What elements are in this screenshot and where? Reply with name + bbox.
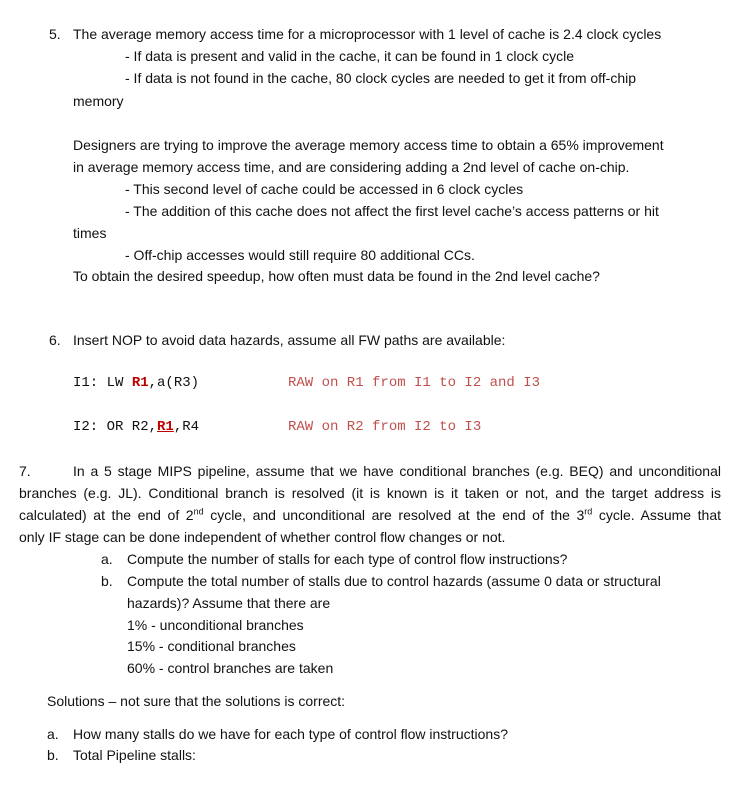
i2-opcode: I2: OR R2, (73, 419, 158, 435)
q5-bullet-no-effect: - The addition of this cache does not affect the first level cache’s access patterns or hit (125, 203, 659, 219)
q5-bullet-miss-cont: memory (73, 93, 124, 109)
q6-code-i1 (73, 374, 199, 392)
q5-bullet-hit: - If data is present and valid in the cache, it can be found in 1 clock cycle (125, 48, 575, 64)
q5-bullet-miss: - If data is not found in the cache, 80 clock cycles are needed to get it from off-chip (125, 70, 637, 86)
i1-operands: ,a(R3) (148, 375, 200, 391)
q7-b-text: Compute the total number of stalls due to control hazards (assume 0 data or structural (127, 573, 661, 589)
q7-b-text-cont: hazards)? Assume that there are (127, 595, 331, 611)
q7-a-label: a. (101, 551, 113, 567)
q5-design-line2: in average memory access time, and are considering adding a 2nd level of cache on-chip. (73, 159, 630, 175)
q7-line3 (19, 506, 721, 524)
q7-b-label: b. (101, 573, 113, 589)
q7-pct-conditional: 15% - conditional branches (127, 638, 296, 654)
q5-intro: The average memory access time for a microprocessor with 1 level of cache is 2.4 clock cycles (73, 26, 662, 42)
q7-pct-taken: 60% - control branches are taken (127, 660, 334, 676)
q7-sup-rd: rd (584, 506, 593, 517)
solutions-a-label: a. (47, 726, 59, 742)
q6-instruction: Insert NOP to avoid data hazards, assume all FW paths are available: (73, 332, 506, 348)
q7-line2: branches (e.g. JL). Conditional branch is resolved (it is known is it taken or not, and the target address is (19, 485, 721, 501)
q7-line1: In a 5 stage MIPS pipeline, assume that we have conditional branches (e.g. BEQ) and unconditional (73, 463, 721, 479)
solutions-b-text: Total Pipeline stalls: (73, 747, 196, 763)
i2-src-register: R1 (157, 419, 174, 435)
q5-bullet-no-effect-cont: times (73, 225, 107, 241)
q5-bullet-offchip: - Off-chip accesses would still require 80 additional CCs. (125, 247, 475, 263)
q7-sup-nd: nd (193, 506, 204, 517)
q5-bullet-l2-access: - This second level of cache could be accessed in 6 clock cycles (125, 181, 524, 197)
i1-dest-register: R1 (131, 375, 149, 391)
q5-question: To obtain the desired speedup, how often must data be found in the 2nd level cache? (73, 268, 600, 284)
q6-code-i2 (73, 418, 199, 436)
q7-a-text: Compute the number of stalls for each type of control flow instructions? (127, 551, 568, 567)
solutions-a-text: How many stalls do we have for each type of control flow instructions? (73, 726, 508, 742)
q6-number: 6. (49, 332, 61, 348)
q5-design-line1: Designers are trying to improve the average memory access time to obtain a 65% improvement (73, 137, 664, 153)
i2-operands: ,R4 (173, 419, 200, 435)
q7-line3-c: cycle. Assume that (592, 507, 722, 523)
q7-pct-unconditional: 1% - unconditional branches (127, 617, 304, 633)
q6-note-i2: RAW on R2 from I2 to I3 (288, 419, 482, 435)
q7-line4: only IF stage can be done independent of whether control flow changes or not. (19, 529, 506, 545)
q6-note-i1: RAW on R1 from I1 to I2 and I3 (288, 375, 541, 391)
q7-line3-b: cycle, and unconditional are resolved at the end of the 3 (203, 507, 585, 523)
solutions-b-label: b. (47, 747, 59, 763)
i1-opcode: I1: LW (73, 375, 132, 391)
q7-line3-a: calculated) at the end of 2 (19, 507, 194, 523)
q7-number: 7. (19, 463, 31, 479)
solutions-heading: Solutions – not sure that the solutions is correct: (47, 693, 346, 709)
q5-number: 5. (49, 26, 61, 42)
